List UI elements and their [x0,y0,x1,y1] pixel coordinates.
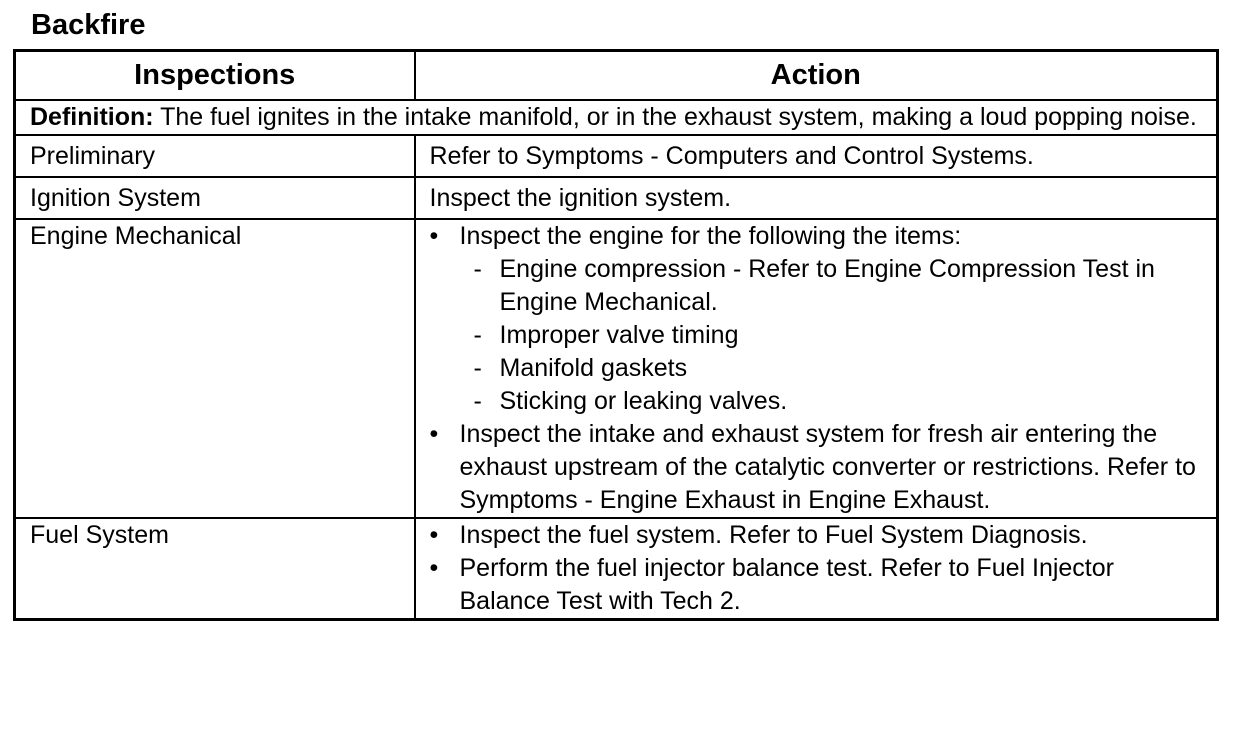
dash-icon: - [473,321,482,349]
list-item [430,552,1203,618]
definition-label: Definition: [30,103,154,131]
action-list [430,519,1203,618]
table-row [15,219,1218,518]
inspection-cell: Preliminary [15,135,415,177]
bullet-icon: • [429,420,439,448]
action-cell: Inspect the ignition system. [415,177,1218,219]
sub-list-item [470,352,1203,385]
bullet-icon: • [429,521,439,549]
table-header-row [15,51,1218,101]
definition-cell [15,100,1218,135]
header-action: Action [415,51,1218,101]
sub-list-item [470,385,1203,418]
action-list [430,220,1203,517]
list-item [430,220,1203,418]
inspection-cell: Ignition System [15,177,415,219]
action-cell [415,518,1218,620]
list-item [430,519,1203,552]
sub-list-item [470,319,1203,352]
dash-icon: - [473,255,482,283]
sub-list-item-text: Improper valve timing [499,321,739,349]
dash-icon: - [473,387,482,415]
sub-list-item [470,253,1203,319]
list-item-text: Perform the fuel injector balance test. Refer to Fuel Injector Balance Test with Tech 2. [459,554,1114,615]
header-inspections: Inspections [15,51,415,101]
table-row [15,135,1218,177]
action-cell [415,219,1218,518]
inspection-cell: Fuel System [15,518,415,620]
diagnosis-table [13,49,1219,621]
bullet-icon: • [429,222,439,250]
table-row [15,518,1218,620]
list-item [430,418,1203,517]
sub-list-item-text: Sticking or leaking valves. [499,387,788,415]
bullet-icon: • [429,554,439,582]
sub-list-item-text: Manifold gaskets [499,354,688,382]
inspection-cell: Engine Mechanical [15,219,415,518]
list-item-text: Inspect the intake and exhaust system for fresh air entering the exhaust upstream of the catalytic converter or restrictions. Refer to Symptoms - Engine Exhaust in Engine Exhaust. [459,420,1196,514]
sub-list-item-text: Engine compression - Refer to Engine Compression Test in Engine Mechanical. [499,255,1155,316]
dash-icon: - [473,354,482,382]
definition-row [15,100,1218,135]
sub-list [460,253,1203,418]
list-item-text: Inspect the fuel system. Refer to Fuel System Diagnosis. [459,521,1088,549]
list-item-text: Inspect the engine for the following the items: [459,222,962,250]
table-row [15,177,1218,219]
action-cell: Refer to Symptoms - Computers and Control Systems. [415,135,1218,177]
definition-text: The fuel ignites in the intake manifold, or in the exhaust system, making a loud popping noise. [153,103,1197,131]
page-title: Backfire [31,9,146,41]
